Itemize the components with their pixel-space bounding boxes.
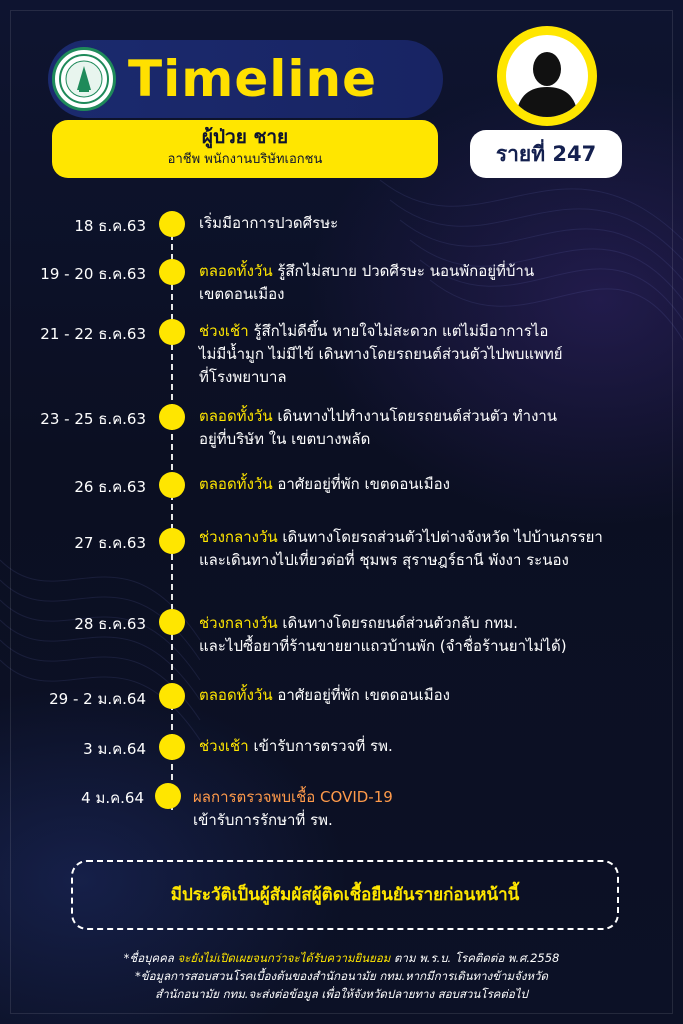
timeline-date: 21 - 22 ธ.ค.63 [40,325,146,343]
timeline-dot [159,259,185,285]
entry-text: เขตดอนเมือง [199,285,285,303]
entry-text: และไปซื้อยาที่ร้านขายยาแถวบ้านพัก (จำชื่อร้านยาไม่ได้) [199,637,567,655]
entry-text: อยู่ที่บริษัท ใน เขตบางพลัด [199,430,371,448]
entry-highlight: ช่วงกลางวัน [199,614,278,632]
footer-text: ตาม พ.ร.บ. โรคติดต่อ พ.ศ.2558 [390,951,560,965]
entry-text: ไม่มีน้ำมูก ไม่มีไข้ เดินทางโดยรถยนต์ส่วนตัวไปพบแพทย์ [199,345,563,363]
bangkok-seal-icon [52,47,116,111]
timeline-date: 4 ม.ค.64 [81,789,144,807]
timeline-date: 3 ม.ค.64 [83,740,146,758]
timeline-entry [199,526,669,572]
person-silhouette-icon [506,35,588,117]
timeline-dot [159,211,185,237]
entry-highlight: ตลอดทั้งวัน [199,407,273,425]
footer-text: *ชื่อบุคคล [123,951,178,965]
timeline-dot [159,609,185,635]
timeline-dot [159,472,185,498]
timeline-date: 28 ธ.ค.63 [74,615,146,633]
patient-label: ผู้ป่วย ชาย [201,126,289,148]
entry-text: ที่โรงพยาบาล [199,368,287,386]
timeline-dot [159,683,185,709]
timeline-date: 19 - 20 ธ.ค.63 [40,265,146,283]
timeline-entry [199,684,669,707]
entry-text: อาศัยอยู่ที่พัก เขตดอนเมือง [272,475,450,493]
timeline-dot [159,404,185,430]
entry-highlight: ช่วงกลางวัน [199,528,278,546]
contact-history-note: มีประวัติเป็นผู้สัมผัสผู้ติดเชื้อยืนยันรายก่อนหน้านี้ [71,860,619,930]
timeline-dot [155,783,181,809]
timeline-entry [193,786,663,832]
entry-text: เข้ารับการตรวจที่ รพ. [248,737,393,755]
entry-highlight: ช่วงเช้า [199,737,249,755]
timeline-entry [199,260,669,306]
footer-disclaimer-line1 [20,949,663,968]
footer-disclaimer-line3: สำนักอนามัย กทม.จะส่งต่อข้อมูล เพื่อให้จังหวัดปลายทาง สอบสวนโรคต่อไป [155,987,528,1001]
timeline-date: 23 - 25 ธ.ค.63 [40,410,146,428]
entry-text: เริ่มมีอาการปวดศีรษะ [199,214,339,232]
entry-highlight: ช่วงเช้า [199,322,249,340]
timeline-dot [159,528,185,554]
timeline-entry [199,405,669,451]
timeline-entry [199,612,669,658]
timeline-axis [171,224,173,810]
patient-info-banner [52,120,438,178]
page-title: Timeline [128,50,378,108]
entry-text: รู้สึกไม่ดีขึ้น หายใจไม่สะดวก แต่ไม่มีอาการไอ [248,322,549,340]
footer-disclaimer-line2: *ข้อมูลการสอบสวนโรคเบื้องต้นของสำนักอนามัย กทม.หากมีการเดินทางข้ามจังหวัด [135,969,548,983]
timeline-entry [199,473,669,496]
entry-text: อาศัยอยู่ที่พัก เขตดอนเมือง [272,686,450,704]
entry-text: เดินทางไปทำงานโดยรถยนต์ส่วนตัว ทำงาน [272,407,558,425]
entry-highlight: ตลอดทั้งวัน [199,686,273,704]
entry-text: และเดินทางไปเที่ยวต่อที่ ชุมพร สุราษฎร์ธานี พังงา ระนอง [199,551,569,569]
entry-text: เดินทางโดยรถยนต์ส่วนตัวกลับ กทม. [277,614,518,632]
timeline-entry [199,212,669,235]
footer-highlight: จะยังไม่เปิดเผยจนกว่าจะได้รับความยินยอม [177,951,391,965]
entry-text: รู้สึกไม่สบาย ปวดศีรษะ นอนพักอยู่ที่บ้าน [272,262,535,280]
entry-highlight: ตลอดทั้งวัน [199,475,273,493]
timeline-entry [199,320,669,389]
timeline-date: 27 ธ.ค.63 [74,534,146,552]
occupation-label: อาชีพ พนักงานบริษัทเอกชน [167,152,323,167]
timeline-date: 29 - 2 ม.ค.64 [49,690,146,708]
timeline-dot [159,734,185,760]
timeline-entry [199,735,669,758]
entry-text: เข้ารับการรักษาที่ รพ. [193,811,333,829]
entry-highlight: ตลอดทั้งวัน [199,262,273,280]
timeline-date: 26 ธ.ค.63 [74,478,146,496]
timeline-dot [159,319,185,345]
case-number-badge: รายที่ 247 [470,130,622,178]
timeline-date: 18 ธ.ค.63 [74,217,146,235]
entry-text: เดินทางโดยรถส่วนตัวไปต่างจังหวัด ไปบ้านภรรยา [277,528,603,546]
entry-result-highlight: ผลการตรวจพบเชื้อ COVID-19 [193,788,393,806]
